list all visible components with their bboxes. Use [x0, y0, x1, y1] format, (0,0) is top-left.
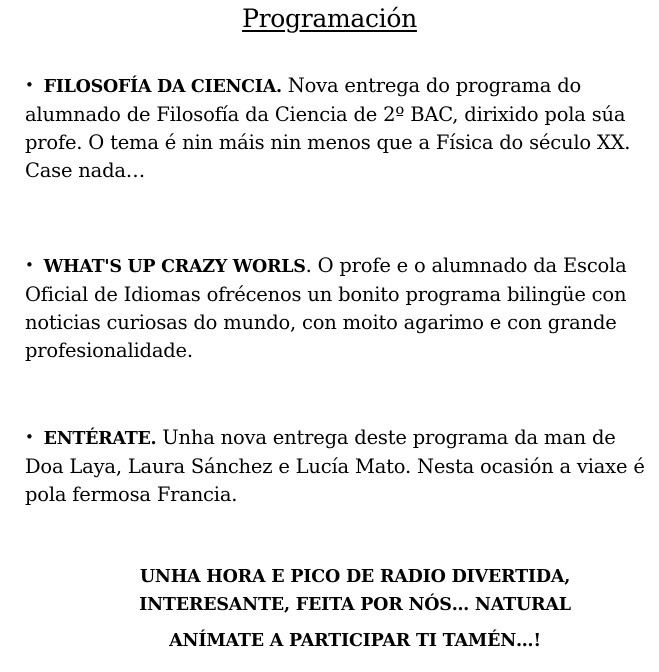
program-description: Unha nova entrega deste programa da man de Doa Laya, Laura Sánchez e Lucía Mato. Nesta ocasión a viaxe é pola fermosa Francia. — [25, 426, 645, 506]
footer-line-1: UNHA HORA E PICO DE RADIO DIVERTIDA, — [139, 567, 571, 587]
program-item-enterate — [25, 424, 655, 509]
page-title: Programación — [242, 4, 417, 33]
footer-line-3: ANÍMATE A PARTICIPAR TI TAMÉN…! — [169, 631, 541, 651]
program-title: FILOSOFÍA DA CIENCIA. — [43, 77, 282, 97]
bullet-icon: • — [25, 76, 34, 94]
program-title: ENTÉRATE. — [43, 429, 157, 449]
program-title: WHAT'S UP CRAZY WORLS — [43, 257, 306, 277]
footer-line-2: INTERESANTE, FEITA POR NÓS… NATURAL — [139, 595, 571, 615]
program-item-whats-up — [25, 252, 655, 365]
bullet-icon: • — [25, 428, 34, 446]
bullet-icon: • — [25, 256, 34, 274]
program-item-filosofia — [25, 72, 655, 185]
program-description: . O profe e o alumnado da Escola Oficial de Idiomas ofrécenos un bonito programa bilingüe con noticias curiosas do mundo, con moito agarimo e con grande profesionalidade. — [25, 254, 627, 362]
program-description: Nova entrega do programa do alumnado de Filosofía da Ciencia de 2º BAC, dirixido pola súa profe. O tema é nin máis nin menos que a Física do século XX. Case nada… — [25, 74, 631, 182]
